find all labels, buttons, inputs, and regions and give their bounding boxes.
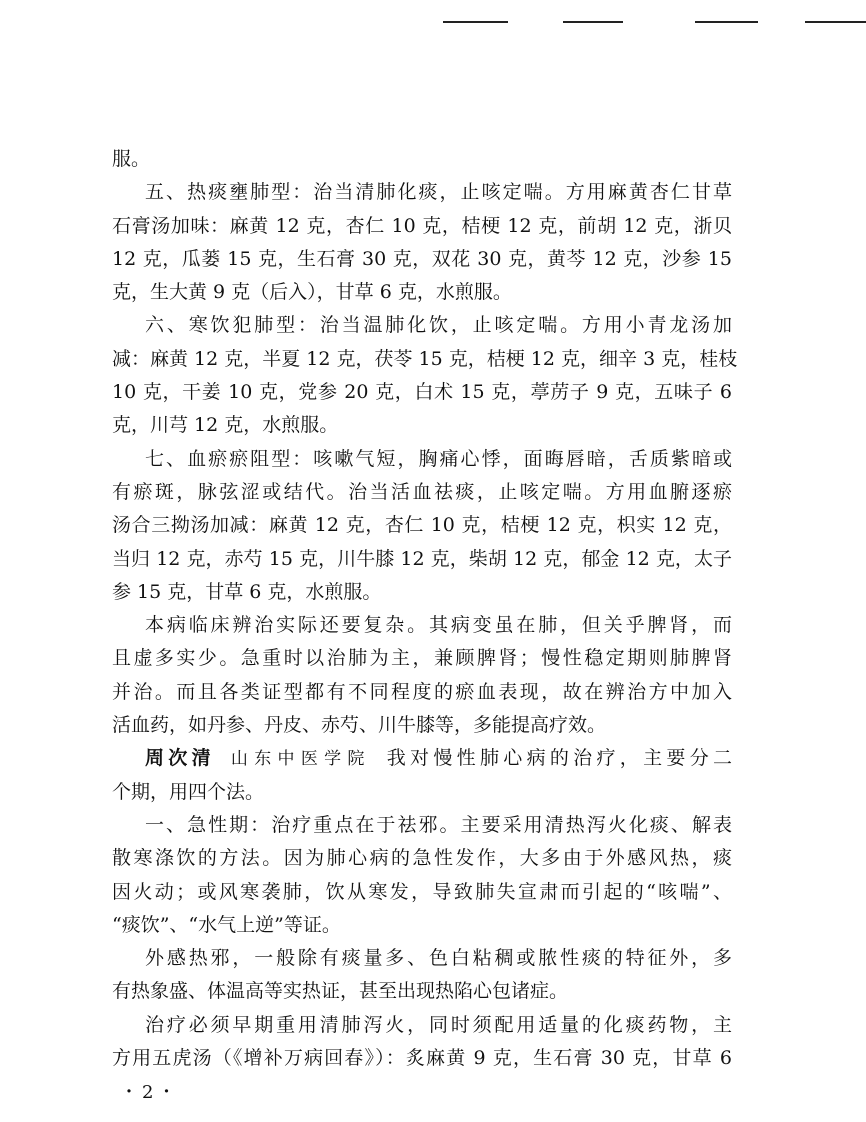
text-line: 外感热邪，一般除有痰量多、色白粘稠或脓性痰的特征外，多	[145, 947, 732, 970]
author-line	[112, 742, 732, 775]
text-line: 克，生大黄 9 克（后入），甘草 6 克，水煎服。	[112, 281, 512, 304]
author-name: 周次清	[145, 747, 215, 770]
text-line: 七、血瘀瘀阻型：咳嗽气短，胸痛心悸，面晦唇暗，舌质紫暗或	[145, 447, 732, 470]
text-span: 我对慢性肺心病的治疗，主要分二	[386, 747, 732, 770]
text-line: 散寒涤饮的方法。因为肺心病的急性发作，大多由于外感风热，痰	[112, 847, 732, 870]
header-rule	[695, 21, 758, 23]
text-line: 10 克，干姜 10 克，党参 20 克，白术 15 克，葶苈子 9 克，五味子 6	[112, 381, 732, 404]
text-line: 服。	[112, 148, 151, 170]
text-line: 个期，用四个法。	[112, 780, 265, 803]
text-line: 六、寒饮犯肺型：治当温肺化饮，止咳定喘。方用小青龙汤加	[145, 314, 732, 337]
text-line: 有瘀斑，脉弦涩或结代。治当活血祛痰，止咳定喘。方用血腑逐瘀	[112, 480, 732, 503]
text-line: 12 克，瓜蒌 15 克，生石膏 30 克，双花 30 克，黄芩 12 克，沙参 15	[112, 247, 732, 270]
text-line: 一、急性期：治疗重点在于祛邪。主要采用清热泻火化痰、解表	[145, 813, 732, 836]
header-rule	[805, 21, 866, 23]
text-line: 本病临床辨治实际还要复杂。其病变虽在肺，但关乎脾肾，而	[145, 614, 732, 637]
text-line: 因火动；或风寒袭肺，饮从寒发，导致肺失宣肃而引起的“咳喘”、	[112, 880, 732, 903]
text-line: 当归 12 克，赤芍 15 克，川牛膝 12 克，柴胡 12 克，郁金 12 克，太子	[112, 547, 732, 570]
text-line: 治疗必须早期重用清肺泻火，同时须配用适量的化痰药物，主	[145, 1013, 732, 1036]
page-number: ・2・	[120, 1082, 180, 1103]
header-rule	[563, 21, 623, 23]
text-line: 减：麻黄 12 克，半夏 12 克，茯苓 15 克，桔梗 12 克，细辛 3 克，桂枝	[112, 347, 738, 370]
text-line: 且虚多实少。急重时以治肺为主，兼顾脾肾；慢性稳定期则肺脾肾	[112, 647, 732, 670]
body-text	[112, 143, 738, 1075]
text-line: 有热象盛、体温高等实热证，甚至出现热陷心包诸症。	[112, 980, 569, 1003]
text-line: 石膏汤加味：麻黄 12 克，杏仁 10 克，桔梗 12 克，前胡 12 克，浙贝	[112, 214, 732, 237]
text-line: 参 15 克，甘草 6 克，水煎服。	[112, 580, 382, 603]
text-line: 汤合三拗汤加减：麻黄 12 克，杏仁 10 克，桔梗 12 克，枳实 12 克，	[112, 514, 732, 537]
header-rule	[443, 21, 508, 23]
text-line: 并治。而且各类证型都有不同程度的瘀血表现，故在辨治方中加入	[112, 680, 732, 703]
text-line: 克，川芎 12 克，水煎服。	[112, 414, 339, 437]
text-line: “痰饮”、“水气上逆”等证。	[112, 913, 341, 936]
text-line: 活血药，如丹参、丹皮、赤芍、川牛膝等，多能提高疗效。	[112, 714, 607, 737]
institution: 山东中医学院	[230, 749, 371, 770]
text-line: 方用五虎汤（《增补万病回春》）：炙麻黄 9 克，生石膏 30 克，甘草 6	[112, 1047, 732, 1070]
text-line: 五、热痰壅肺型：治当清肺化痰，止咳定喘。方用麻黄杏仁甘草	[145, 181, 732, 204]
